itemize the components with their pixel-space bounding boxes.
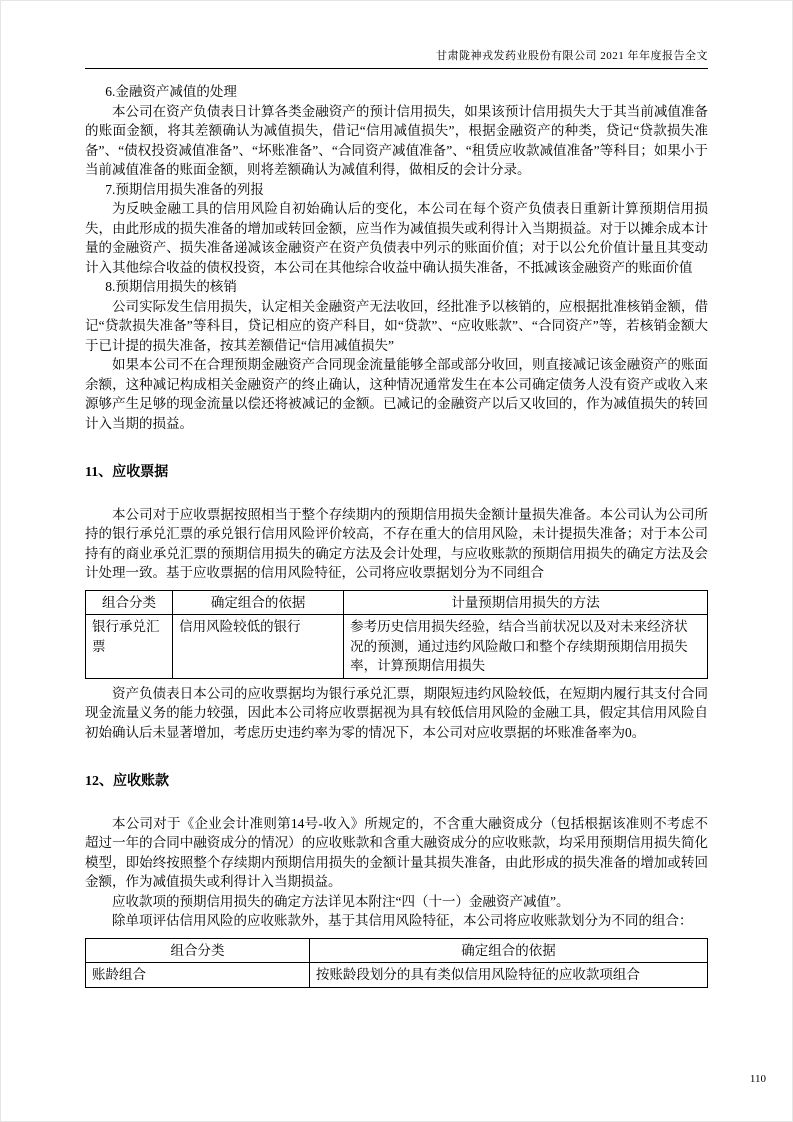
- table-header-cell-combination-type: 组合分类: [86, 590, 173, 615]
- section-heading-notes-receivable: 11、应收票据: [85, 465, 169, 480]
- table-cell-aging-combination: 账龄组合: [86, 963, 310, 988]
- notes-receivable-combination-table: [85, 590, 708, 679]
- paragraph-accounts-receivable-2: 应收款项的预期信用损失的确定方法详见本附注“四（十一）金融资产减值”。: [112, 893, 570, 909]
- table-cell-ecl-method: 参考历史信用损失经验，结合当前状况以及对未来经济状况的预测，通过违约风险敞口和整个存续期预期信用损失率，计算预期信用损失: [344, 615, 708, 679]
- page-number: 110: [749, 1073, 766, 1085]
- table-header-row: [86, 938, 708, 963]
- table-cell-combination-basis: 信用风险较低的银行: [173, 615, 344, 679]
- paragraph-accounts-receivable-1: 本公司对于《企业会计准则第14号-收入》所规定的，不含重大融资成分（包括根据该准则不考虑不超过一年的合同中融资成分的情况）的应收账款和含重大融资成分的应收账款，均采用预期信用损失简化模型，即始终按照整个存续期内预期信用损失的金额计量其损失准备，由此形成的损失准备的增加或转回金额，作为减值损失或利得计入当期损益。: [85, 815, 708, 889]
- paragraph-accounts-receivable-3: 除单项评估信用风险的应收账款外，基于其信用风险特征，本公司将应收账款划分为不同的组合：: [112, 913, 693, 928]
- table-header-cell-combination-basis: 确定组合的依据: [173, 590, 344, 615]
- paragraph-notes-receivable-1: 本公司对于应收票据按照相当于整个存续期内的预期信用损失金额计量损失准备。本公司认为公司所持的银行承兑汇票的承兑银行信用风险评价较高，不存在重大的信用风险，未计提损失准备；对于本公司持有的商业承兑汇票的预期信用损失的确定方法及会计处理，与应收账款的预期信用损失的确定方法及会计处理一致。基于应收票据的信用风险特征，公司将应收票据划分为不同组合: [85, 506, 708, 580]
- table-row: [86, 615, 708, 679]
- table-row: [86, 963, 708, 988]
- table-cell-combination-type: 银行承兑汇票: [86, 615, 173, 679]
- section-heading-accounts-receivable: 12、应收账款: [85, 774, 169, 789]
- paragraph-impairment-treatment: 本公司在资产负债表日计算各类金融资产的预计信用损失，如果该预计信用损失大于其当前减值准备的账面金额，将其差额确认为减值损失，借记“信用减值损失”，根据金融资产的种类，贷记“贷款损失准备”、“债权投资减值准备”、“坏账准备”、“合同资产减值准备”、“租赁应收款减值准备”等科目；如果小于当前减值准备的账面金额，则将差额确认为减值利得，做相反的会计分录。: [85, 103, 708, 177]
- accounts-receivable-combination-table: [85, 938, 708, 988]
- heading-ecl-presentation: 7.预期信用损失准备的列报: [105, 181, 264, 197]
- page-content: [85, 69, 708, 988]
- table-header-cell-combination-basis: 确定组合的依据: [309, 938, 707, 963]
- report-header-title: 甘肃陇神戎发药业股份有限公司 2021 年年度报告全文: [85, 47, 708, 69]
- paragraph-ecl-writeoff-2: 如果本公司不在合理预期金融资产合同现金流量能够全部或部分收回，则直接减记该金融资产的账面余额，这种减记构成相关金融资产的终止确认，这种情况通常发生在本公司确定债务人没有资产或收入来源够产生足够的现金流量以偿还将被减记的金额。已减记的金融资产以后又收回的，作为减值损失的转回计入当期的损益。: [85, 357, 708, 431]
- table-header-cell-combination-type: 组合分类: [86, 938, 310, 963]
- table-cell-aging-basis: 按账龄段划分的具有类似信用风险特征的应收款项组合: [309, 963, 707, 988]
- paragraph-ecl-writeoff-1: 公司实际发生信用损失，认定相关金融资产无法收回，经批准予以核销的，应根据批准核销金额，借记“贷款损失准备”等科目，贷记相应的资产科目，如“贷款”、“应收账款”、“合同资产”等，若核销金额大于已计提的损失准备，按其差额借记“信用减值损失”: [85, 298, 708, 353]
- paragraph-notes-receivable-2: 资产负债表日本公司的应收票据均为银行承兑汇票，期限短违约风险较低，在短期内履行其支付合同现金流量义务的能力较强，因此本公司将应收票据视为具有较低信用风险的金融工具，假定其信用风险自初始确认后未显著增加，考虑历史违约率为零的情况下，本公司对应收票据的坏账准备率为0。: [85, 685, 708, 740]
- paragraph-ecl-presentation: 为反映金融工具的信用风险自初始确认后的变化，本公司在每个资产负债表日重新计算预期信用损失，由此形成的损失准备的增加或转回金额，应当作为减值损失或利得计入当期损益。对于以摊余成本计量的金融资产、损失准备递减该金融资产在资产负债表中列示的账面价值；对于以公允价值计量且其变动计入其他综合收益的债权投资，本公司在其他综合收益中确认损失准备，不抵减该金融资产的账面价值: [85, 201, 708, 275]
- table-header-cell-ecl-method: 计量预期信用损失的方法: [344, 590, 708, 615]
- heading-ecl-writeoff: 8.预期信用损失的核销: [105, 279, 237, 294]
- table-header-row: [86, 590, 708, 615]
- heading-impairment-treatment: 6.金融资产减值的处理: [105, 84, 237, 99]
